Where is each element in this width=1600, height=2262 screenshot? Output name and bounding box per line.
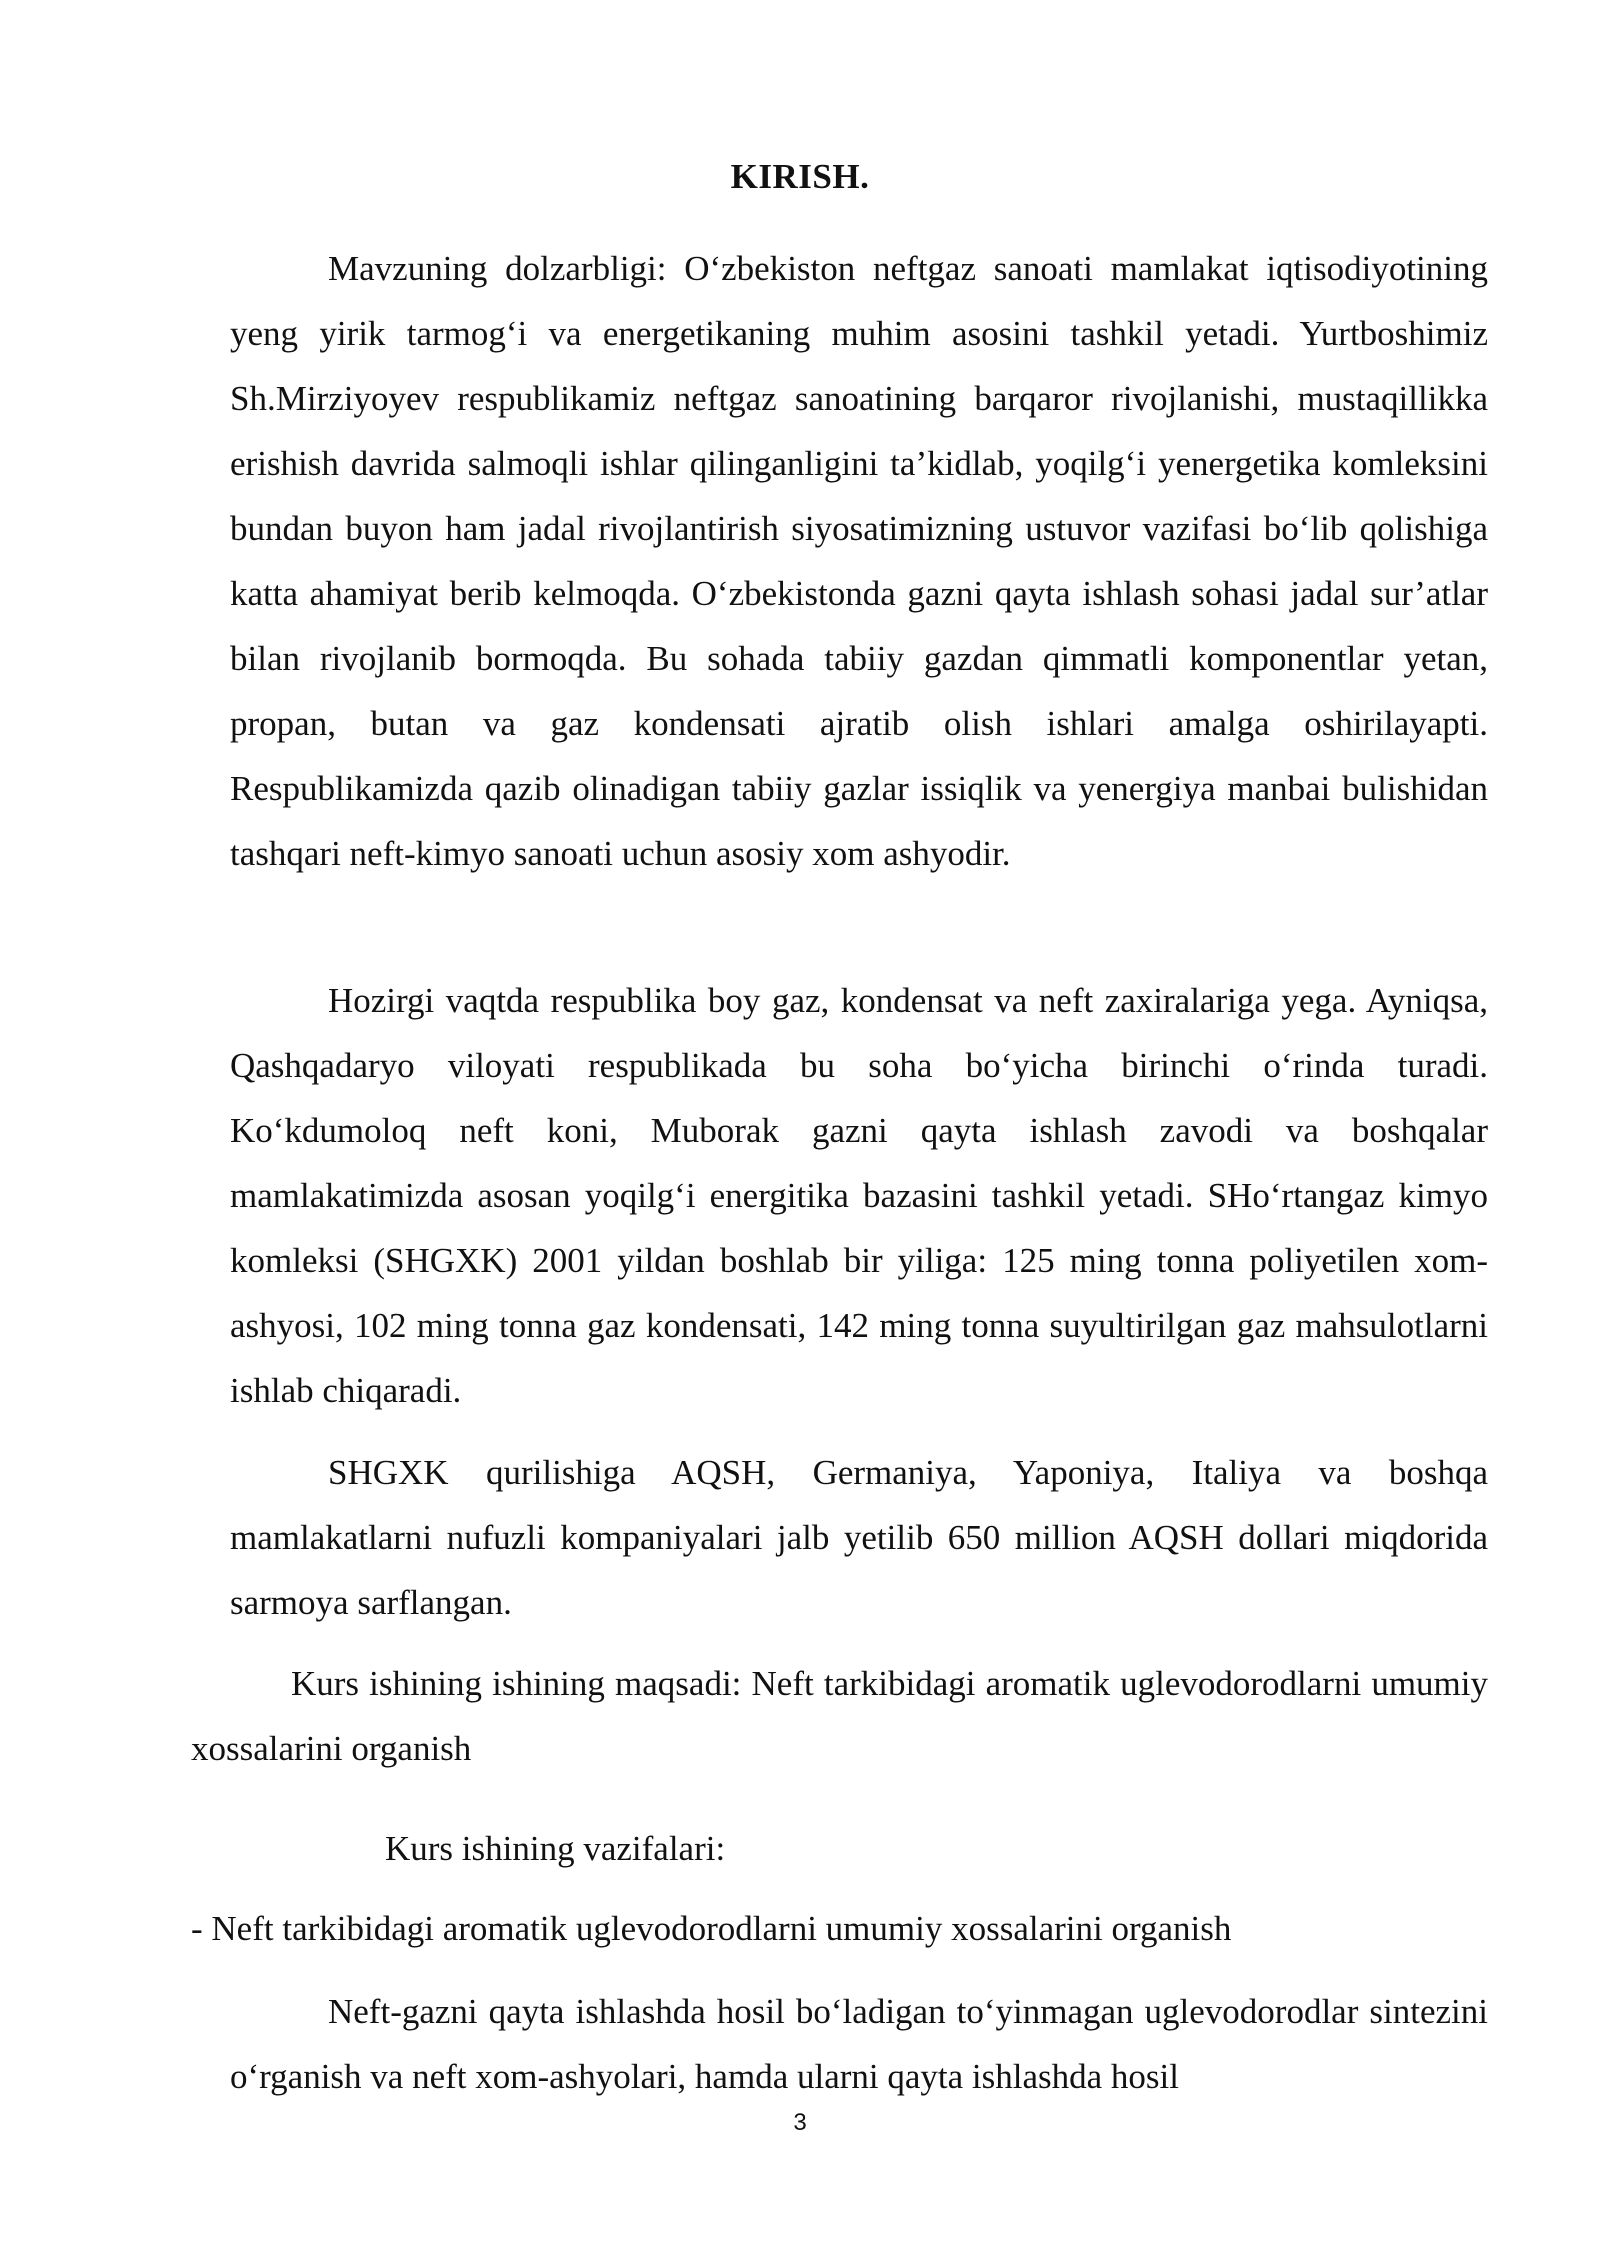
tasks-heading: Kurs ishining vazifalari:	[385, 1829, 726, 1868]
page-title: KIRISH.	[730, 157, 870, 196]
paragraph-synthesis: Neft-gazni qayta ishlashda hosil bo‘ladigan to‘yinmagan uglevodorodlar sintezini o‘rganish va neft xom-ashyolari, hamda ularni qayta ishlashda hosil	[230, 1992, 1488, 2096]
paragraph-reserves: Hozirgi vaqtda respublika boy gaz, kondensat va neft zaxiralariga yega. Ayniqsa, Qashqadaryo viloyati respublikada bu soha bo‘yicha birinchi o‘rinda turadi. Ko‘kdumoloq neft koni, Muborak gazni qayta ishlash zavodi va boshqalar mamlakatimizda asosan yoqilg‘i energitika bazasini tashkil yetadi. SHo‘rtangaz kimyo komleksi (SHGXK) 2001 yildan boshlab bir yiliga: 125 ming tonna poliyetilen xom-ashyosi, 102 ming tonna gaz kondensati, 142 ming tonna suyultirilgan gaz mahsulotlarni ishlab chiqaradi.	[230, 981, 1488, 1410]
paragraph-goal: Kurs ishining ishining maqsadi: Neft tarkibidagi aromatik uglevodorodlarni umumiy xossalarini organish	[191, 1664, 1488, 1768]
paragraph-relevance: Mavzuning dolzarbligi: O‘zbekiston neftgaz sanoati mamlakat iqtisodiyotining yeng yirik tarmog‘i va energetikaning muhim asosini tashkil yetadi. Yurtboshimiz Sh.Mirziyoyev respublikamiz neftgaz sanoatining barqaror rivojlanishi, mustaqillikka erishish davrida salmoqli ishlar qilinganligini ta’kidlab, yoqilg‘i yenergetika komleksini bundan buyon ham jadal rivojlantirish siyosatimizning ustuvor vazifasi bo‘lib qolishiga katta ahamiyat berib kelmoqda. O‘zbekistonda gazni qayta ishlash sohasi jadal sur’atlar bilan rivojlanib bormoqda. Bu sohada tabiiy gazdan qimmatli komponentlar yetan, propan, butan va gaz kondensati ajratib olish ishlari amalga oshirilayapti. Respublikamizda qazib olinadigan tabiiy gazlar issiqlik va yenergiya manbai bulishidan tashqari neft-kimyo sanoati uchun asosiy xom ashyodir.	[230, 249, 1488, 873]
task-list-item: - Neft tarkibidagi aromatik uglevodorodlarni umumiy xossalarini organish	[191, 1909, 1232, 1948]
paragraph-investment: SHGXK qurilishiga AQSH, Germaniya, Yaponiya, Italiya va boshqa mamlakatlarni nufuzli kompaniyalari jalb yetilib 650 million AQSH dollari miqdorida sarmoya sarflangan.	[230, 1453, 1488, 1622]
page-number: 3	[793, 2109, 807, 2136]
